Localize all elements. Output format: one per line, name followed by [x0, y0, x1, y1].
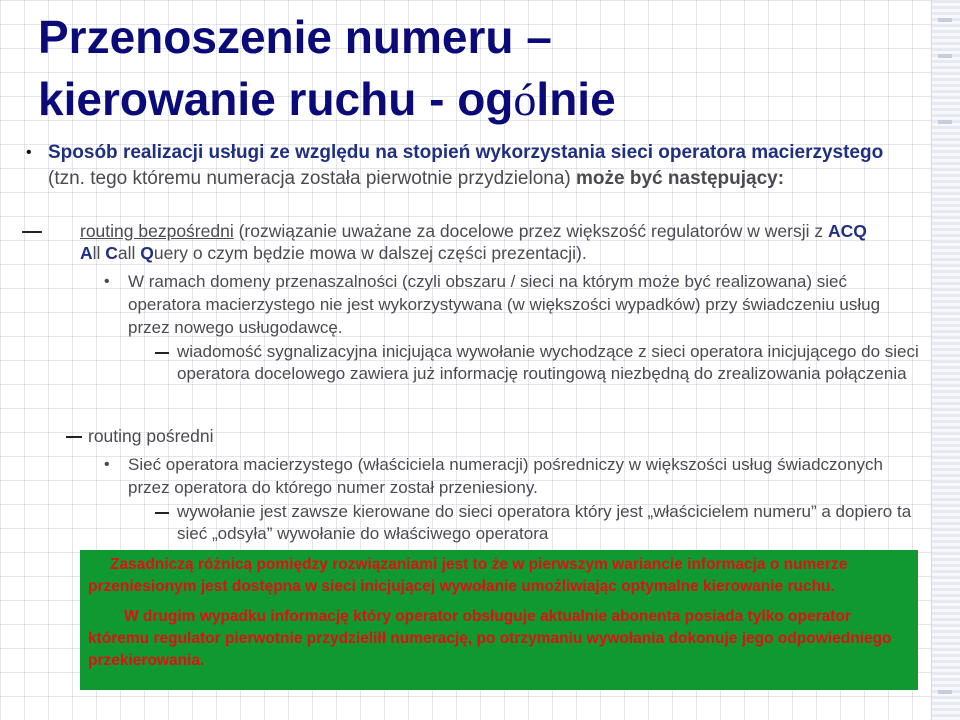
routing-direct-bullet-text: W ramach domeny przenaszalności (czyli obszaru / sieci na którym może być realizowana) sieć operatora macierzystego nie jest wykorzystywana (w większości wypadków) przy świadczeniu usług przez nowego usługodawcę. [128, 272, 881, 337]
routing-direct-subsub-text: wiadomość sygnalizacyjna inicjująca wywołanie wychodzące z sieci operatora inicjującego do sieci operatora docelowego zawiera już informację routingową niezbędną do zrealizowania połączenia [177, 342, 919, 383]
bullet-marker: • [104, 456, 110, 473]
dash-marker [155, 501, 169, 523]
acq-label: ACQ [828, 221, 867, 241]
decorative-tick [938, 18, 952, 22]
bullet-main [26, 140, 918, 192]
decorative-tick [938, 690, 952, 694]
dash-marker [66, 425, 82, 447]
acq-ll: ll [92, 243, 106, 263]
routing-direct-text1: (rozwiązanie uważane za docelowe przez większość regulatorów w wersji z [233, 221, 828, 241]
sub-item-routing-indirect [88, 425, 688, 447]
sub-item-routing-direct [80, 220, 930, 264]
decorative-tick [938, 120, 952, 124]
routing-indirect-subsub [177, 501, 937, 545]
summary-note-box [80, 550, 918, 690]
title-line-2 [38, 68, 918, 131]
title-line-1: Przenoszenie numeru – [38, 11, 552, 63]
routing-direct-subsub [177, 341, 937, 385]
routing-direct-bullet [104, 270, 918, 339]
acq-letter-c: C [105, 243, 118, 263]
routing-indirect-subsub-text: wywołanie jest zawsze kierowane do sieci operatora który jest „właścicielem numeru” a dopiero ta sieć „odsyła” wywołanie do właściwego operatora [177, 502, 912, 543]
bullet-main-bold: Sposób realizacji usługi ze względu na stopień wykorzystania sieci operatora macierzystego [48, 142, 884, 163]
acq-letter-a: A [80, 243, 93, 263]
bullet-main-bold-tail: może być następujący: [576, 168, 785, 189]
bullet-marker: • [26, 144, 32, 161]
bullet-marker: • [104, 273, 110, 290]
bullet-main-normal: (tzn. tego któremu numeracja została pierwotnie przydzielona) [48, 168, 577, 189]
page-title [38, 6, 918, 131]
acq-letter-q: Q [140, 243, 154, 263]
summary-note-paragraph-2 [88, 606, 910, 672]
routing-indirect-label: routing pośredni [88, 426, 214, 446]
decorative-tick [938, 54, 952, 58]
routing-direct-text2: uery o czym będzie mowa w dalszej części prezentacji). [153, 243, 587, 263]
title-line-2-part1: kierowanie ruchu - og [38, 73, 514, 125]
routing-indirect-bullet-text: Sieć operatora macierzystego (właściciela numeracji) pośredniczy w większości usług świadczonych przez operatora do którego numer został przeniesiony. [128, 455, 883, 497]
title-line-2-part2: lnie [536, 73, 616, 125]
summary-note-paragraph-2-text: W drugim wypadku informację który operator obsługuje aktualnie abonenta posiada tylko operator któremu regulator pierwotnie przydzieliłł numerację, po otrzymaniu wywołania dokonuje jego odpowiedniego przekierowania. [88, 608, 892, 669]
title-line-2-accent: ó [513, 74, 537, 125]
acq-all: all [117, 243, 141, 263]
routing-direct-label: routing bezpośredni [80, 221, 234, 241]
summary-note-paragraph-1-text: Zasadniczą różnicą pomiędzy rozwiązaniami jest to że w pierwszym wariancie informacja o numerze przeniesionym jest dostępna w sieci inicjującej wywołanie umożliwiając optymalne kierowanie ruchu. [88, 556, 848, 595]
summary-note-paragraph-1 [88, 554, 910, 598]
dash-marker [155, 341, 169, 363]
routing-indirect-bullet [104, 453, 918, 499]
